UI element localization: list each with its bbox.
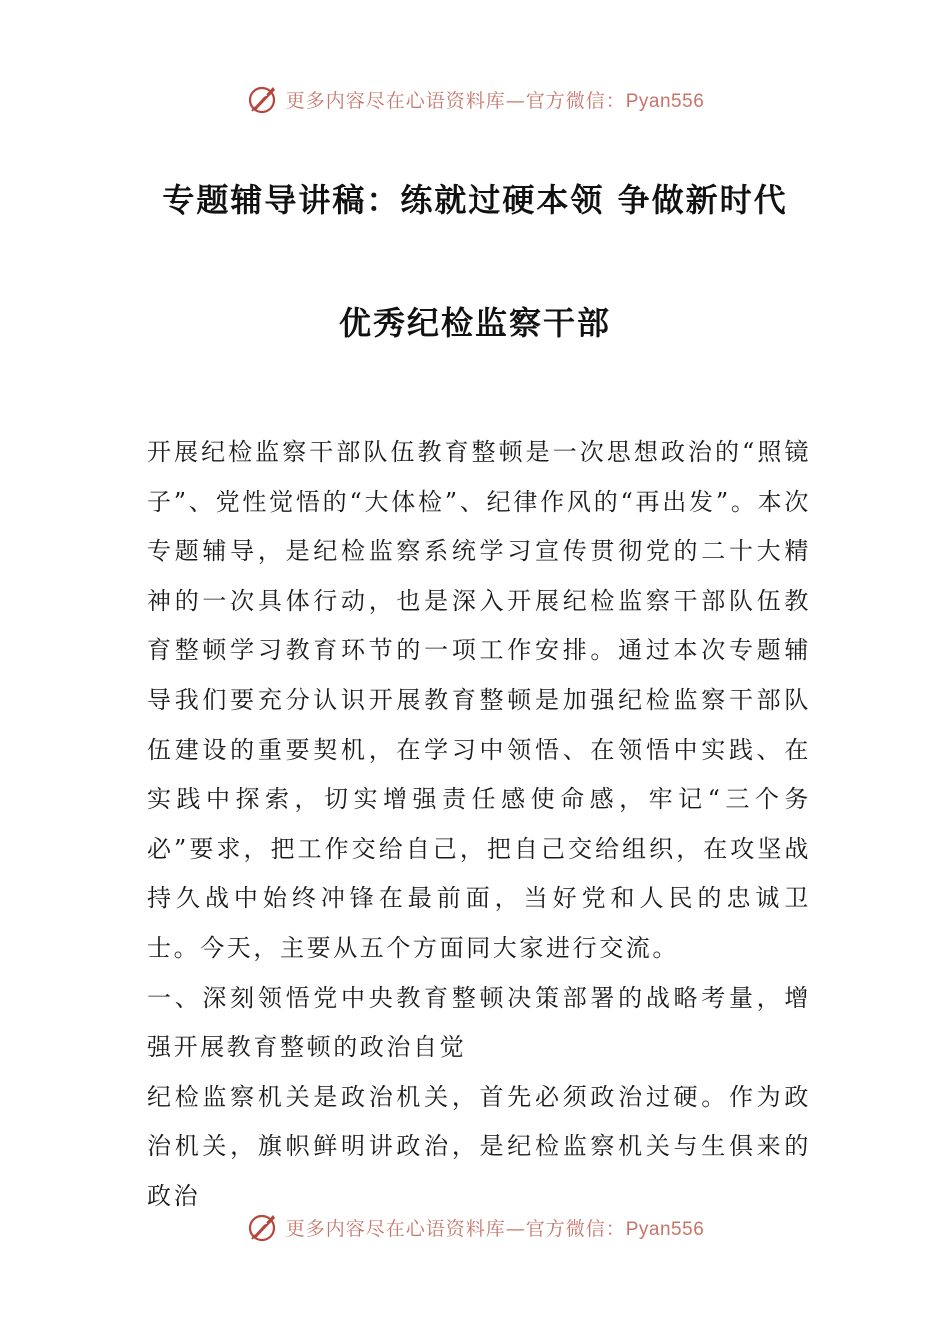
footer-watermark — [0, 1210, 950, 1244]
quill-pen-logo-icon — [246, 1210, 280, 1244]
document-title-line-1: 专题辅导讲稿：练就过硬本领 争做新时代 — [162, 181, 788, 219]
document-title-line-2: 优秀纪检监察干部 — [338, 304, 611, 342]
watermark-text: 更多内容尽在心语资料库—官方微信：Pyan556 — [285, 1217, 705, 1240]
section-heading: 一、深刻领悟党中央教育整顿决策部署的战略考量，增强开展教育整顿的政治自觉 — [147, 983, 811, 1062]
intro-paragraph: 开展纪检监察干部队伍教育整顿是一次思想政治的“照镜子”、党性觉悟的“大体检”、纪律作风的“再出发”。本次专题辅导，是纪检监察系统学习宣传贯彻党的二十大精神的一次具体行动，也是深入开展纪检监察干部队伍教育整顿学习教育环节的一项工作安排。通过本次专题辅导我们要充分认识开展教育整顿是加强纪检监察干部队伍建设的重要契机，在学习中领悟、在领悟中实践、在实践中探索，切实增强责任感使命感，牢记“三个务必”要求，把工作交给自己，把自己交给组织，在攻坚战持久战中始终冲锋在最前面，当好党和人民的忠诚卫士。今天，主要从五个方面同大家进行交流。 — [147, 438, 811, 962]
body-paragraph: 纪检监察机关是政治机关，首先必须政治过硬。作为政治机关，旗帜鲜明讲政治，是纪检监察机关与生俱来的政治 — [147, 1082, 811, 1210]
header-watermark — [0, 82, 950, 116]
watermark-text: 更多内容尽在心语资料库—官方微信：Pyan556 — [285, 89, 705, 112]
document-body — [147, 428, 811, 1222]
quill-pen-logo-icon — [246, 82, 280, 116]
